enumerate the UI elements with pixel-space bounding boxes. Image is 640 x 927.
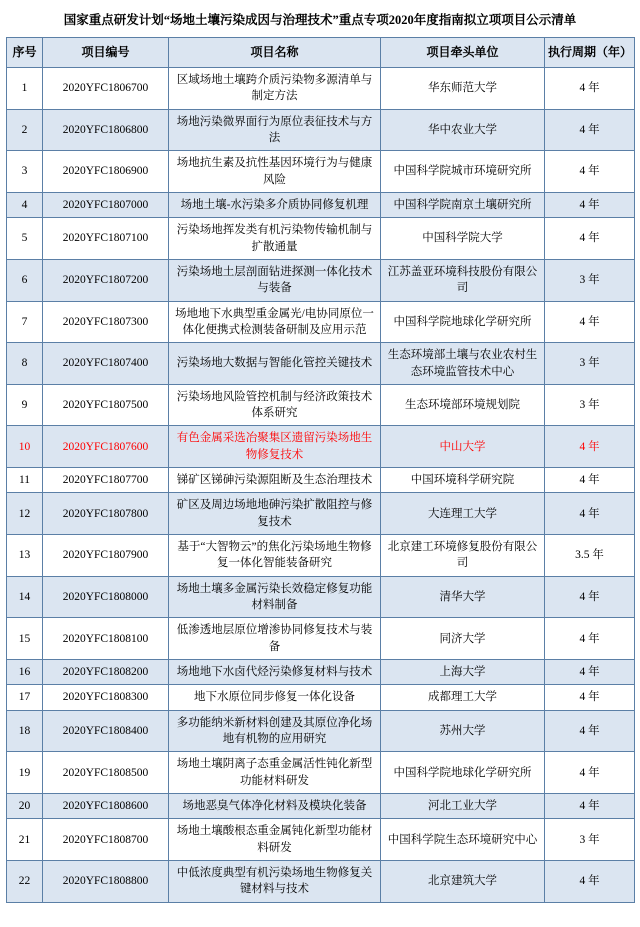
table-row <box>7 493 635 535</box>
cell-code: 2020YFC1806900 <box>43 151 169 193</box>
cell-code: 2020YFC1807200 <box>43 259 169 301</box>
table-row <box>7 819 635 861</box>
column-header-code: 项目编号 <box>43 37 169 67</box>
table-row <box>7 710 635 752</box>
cell-code: 2020YFC1807900 <box>43 535 169 577</box>
table-row <box>7 259 635 301</box>
cell-name: 有色金属采选冶聚集区遗留污染场地生物修复技术 <box>169 426 381 468</box>
project-listing-table <box>6 37 635 903</box>
cell-org: 中国科学院南京土壤研究所 <box>381 192 545 217</box>
cell-duration: 4 年 <box>545 685 635 710</box>
column-header-duration: 执行周期（年） <box>545 37 635 67</box>
table-row <box>7 535 635 577</box>
cell-duration: 4 年 <box>545 192 635 217</box>
cell-duration: 3.5 年 <box>545 535 635 577</box>
cell-code: 2020YFC1808500 <box>43 752 169 794</box>
cell-name: 场地恶臭气体净化材料及模块化装备 <box>169 794 381 819</box>
cell-code: 2020YFC1807800 <box>43 493 169 535</box>
cell-seq: 14 <box>7 576 43 618</box>
cell-org: 成都理工大学 <box>381 685 545 710</box>
cell-name: 污染场地风险管控机制与经济政策技术体系研究 <box>169 384 381 426</box>
cell-org: 生态环境部土壤与农业农村生态环境监管技术中心 <box>381 343 545 385</box>
cell-duration: 3 年 <box>545 259 635 301</box>
table-row <box>7 861 635 903</box>
cell-org: 华东师范大学 <box>381 67 545 109</box>
cell-duration: 4 年 <box>545 752 635 794</box>
cell-code: 2020YFC1807600 <box>43 426 169 468</box>
cell-duration: 4 年 <box>545 67 635 109</box>
cell-duration: 4 年 <box>545 151 635 193</box>
cell-org: 中国科学院城市环境研究所 <box>381 151 545 193</box>
cell-org: 上海大学 <box>381 660 545 685</box>
cell-duration: 4 年 <box>545 618 635 660</box>
cell-seq: 13 <box>7 535 43 577</box>
cell-code: 2020YFC1806800 <box>43 109 169 151</box>
table-row <box>7 384 635 426</box>
table-row <box>7 109 635 151</box>
cell-seq: 10 <box>7 426 43 468</box>
cell-org: 华中农业大学 <box>381 109 545 151</box>
table-row <box>7 660 635 685</box>
table-row <box>7 426 635 468</box>
cell-code: 2020YFC1808200 <box>43 660 169 685</box>
cell-duration: 4 年 <box>545 301 635 343</box>
cell-code: 2020YFC1808400 <box>43 710 169 752</box>
cell-code: 2020YFC1808800 <box>43 861 169 903</box>
cell-name: 场地土壤多金属污染长效稳定修复功能材料制备 <box>169 576 381 618</box>
cell-code: 2020YFC1808300 <box>43 685 169 710</box>
table-header-row <box>7 37 635 67</box>
cell-seq: 12 <box>7 493 43 535</box>
cell-name: 低渗透地层原位增渗协同修复技术与装备 <box>169 618 381 660</box>
cell-org: 中山大学 <box>381 426 545 468</box>
cell-org: 生态环境部环境规划院 <box>381 384 545 426</box>
cell-org: 中国科学院生态环境研究中心 <box>381 819 545 861</box>
table-row <box>7 151 635 193</box>
cell-duration: 4 年 <box>545 710 635 752</box>
cell-seq: 11 <box>7 468 43 493</box>
cell-seq: 1 <box>7 67 43 109</box>
cell-seq: 5 <box>7 218 43 260</box>
table-row <box>7 468 635 493</box>
page-title: 国家重点研发计划“场地土壤污染成因与治理技术”重点专项2020年度指南拟立项项目公示清单 <box>63 13 577 27</box>
cell-org: 苏州大学 <box>381 710 545 752</box>
cell-name: 场地土壤酸根态重金属钝化新型功能材料研发 <box>169 819 381 861</box>
cell-name: 锑矿区锑砷污染源阻断及生态治理技术 <box>169 468 381 493</box>
cell-seq: 17 <box>7 685 43 710</box>
cell-code: 2020YFC1808100 <box>43 618 169 660</box>
cell-seq: 9 <box>7 384 43 426</box>
cell-name: 场地地下水卤代烃污染修复材料与技术 <box>169 660 381 685</box>
cell-duration: 4 年 <box>545 109 635 151</box>
cell-code: 2020YFC1806700 <box>43 67 169 109</box>
table-body <box>7 67 635 902</box>
cell-code: 2020YFC1807000 <box>43 192 169 217</box>
cell-code: 2020YFC1808600 <box>43 794 169 819</box>
cell-name: 场地污染微界面行为原位表征技术与方法 <box>169 109 381 151</box>
table-row <box>7 576 635 618</box>
cell-seq: 18 <box>7 710 43 752</box>
cell-name: 场地土壤-水污染多介质协同修复机理 <box>169 192 381 217</box>
column-header-org: 项目牵头单位 <box>381 37 545 67</box>
cell-seq: 22 <box>7 861 43 903</box>
cell-name: 地下水原位同步修复一体化设备 <box>169 685 381 710</box>
cell-seq: 3 <box>7 151 43 193</box>
table-row <box>7 67 635 109</box>
cell-code: 2020YFC1807300 <box>43 301 169 343</box>
cell-seq: 16 <box>7 660 43 685</box>
cell-org: 中国科学院地球化学研究所 <box>381 301 545 343</box>
cell-org: 北京建工环境修复股份有限公司 <box>381 535 545 577</box>
cell-duration: 4 年 <box>545 426 635 468</box>
cell-duration: 4 年 <box>545 468 635 493</box>
cell-name: 污染场地挥发类有机污染物传输机制与扩散通量 <box>169 218 381 260</box>
cell-seq: 15 <box>7 618 43 660</box>
cell-name: 污染场地大数据与智能化管控关键技术 <box>169 343 381 385</box>
cell-seq: 19 <box>7 752 43 794</box>
cell-name: 场地土壤阴离子态重金属活性钝化新型功能材料研发 <box>169 752 381 794</box>
cell-name: 矿区及周边场地地砷污染扩散阻控与修复技术 <box>169 493 381 535</box>
cell-duration: 4 年 <box>545 660 635 685</box>
column-header-seq: 序号 <box>7 37 43 67</box>
table-row <box>7 343 635 385</box>
table-row <box>7 192 635 217</box>
cell-duration: 4 年 <box>545 861 635 903</box>
cell-name: 区域场地土壤跨介质污染物多源清单与制定方法 <box>169 67 381 109</box>
cell-org: 河北工业大学 <box>381 794 545 819</box>
table-row <box>7 218 635 260</box>
cell-code: 2020YFC1807400 <box>43 343 169 385</box>
cell-duration: 4 年 <box>545 493 635 535</box>
cell-name: 污染场地土层剖面钻进探测一体化技术与装备 <box>169 259 381 301</box>
cell-org: 江苏盖亚环境科技股份有限公司 <box>381 259 545 301</box>
table-row <box>7 794 635 819</box>
cell-name: 基于“大智物云”的焦化污染场地生物修复一体化智能装备研究 <box>169 535 381 577</box>
cell-seq: 6 <box>7 259 43 301</box>
cell-duration: 4 年 <box>545 218 635 260</box>
column-header-name: 项目名称 <box>169 37 381 67</box>
cell-duration: 3 年 <box>545 343 635 385</box>
cell-org: 清华大学 <box>381 576 545 618</box>
cell-name: 中低浓度典型有机污染场地生物修复关键材料与技术 <box>169 861 381 903</box>
cell-seq: 7 <box>7 301 43 343</box>
cell-duration: 4 年 <box>545 576 635 618</box>
cell-code: 2020YFC1807500 <box>43 384 169 426</box>
table-row <box>7 752 635 794</box>
cell-code: 2020YFC1808000 <box>43 576 169 618</box>
cell-code: 2020YFC1807700 <box>43 468 169 493</box>
cell-seq: 8 <box>7 343 43 385</box>
cell-org: 大连理工大学 <box>381 493 545 535</box>
cell-org: 中国科学院地球化学研究所 <box>381 752 545 794</box>
cell-seq: 4 <box>7 192 43 217</box>
cell-org: 中国环境科学研究院 <box>381 468 545 493</box>
cell-code: 2020YFC1807100 <box>43 218 169 260</box>
cell-name: 多功能纳米新材料创建及其原位净化场地有机物的应用研究 <box>169 710 381 752</box>
cell-duration: 3 年 <box>545 819 635 861</box>
cell-org: 中国科学院大学 <box>381 218 545 260</box>
cell-org: 同济大学 <box>381 618 545 660</box>
table-header <box>7 37 635 67</box>
cell-name: 场地抗生素及抗性基因环境行为与健康风险 <box>169 151 381 193</box>
table-row <box>7 301 635 343</box>
cell-seq: 21 <box>7 819 43 861</box>
cell-seq: 20 <box>7 794 43 819</box>
cell-name: 场地地下水典型重金属光/电协同原位一体化便携式检测装备研制及应用示范 <box>169 301 381 343</box>
cell-org: 北京建筑大学 <box>381 861 545 903</box>
cell-duration: 3 年 <box>545 384 635 426</box>
cell-duration: 4 年 <box>545 794 635 819</box>
cell-seq: 2 <box>7 109 43 151</box>
cell-code: 2020YFC1808700 <box>43 819 169 861</box>
table-row <box>7 685 635 710</box>
table-row <box>7 618 635 660</box>
